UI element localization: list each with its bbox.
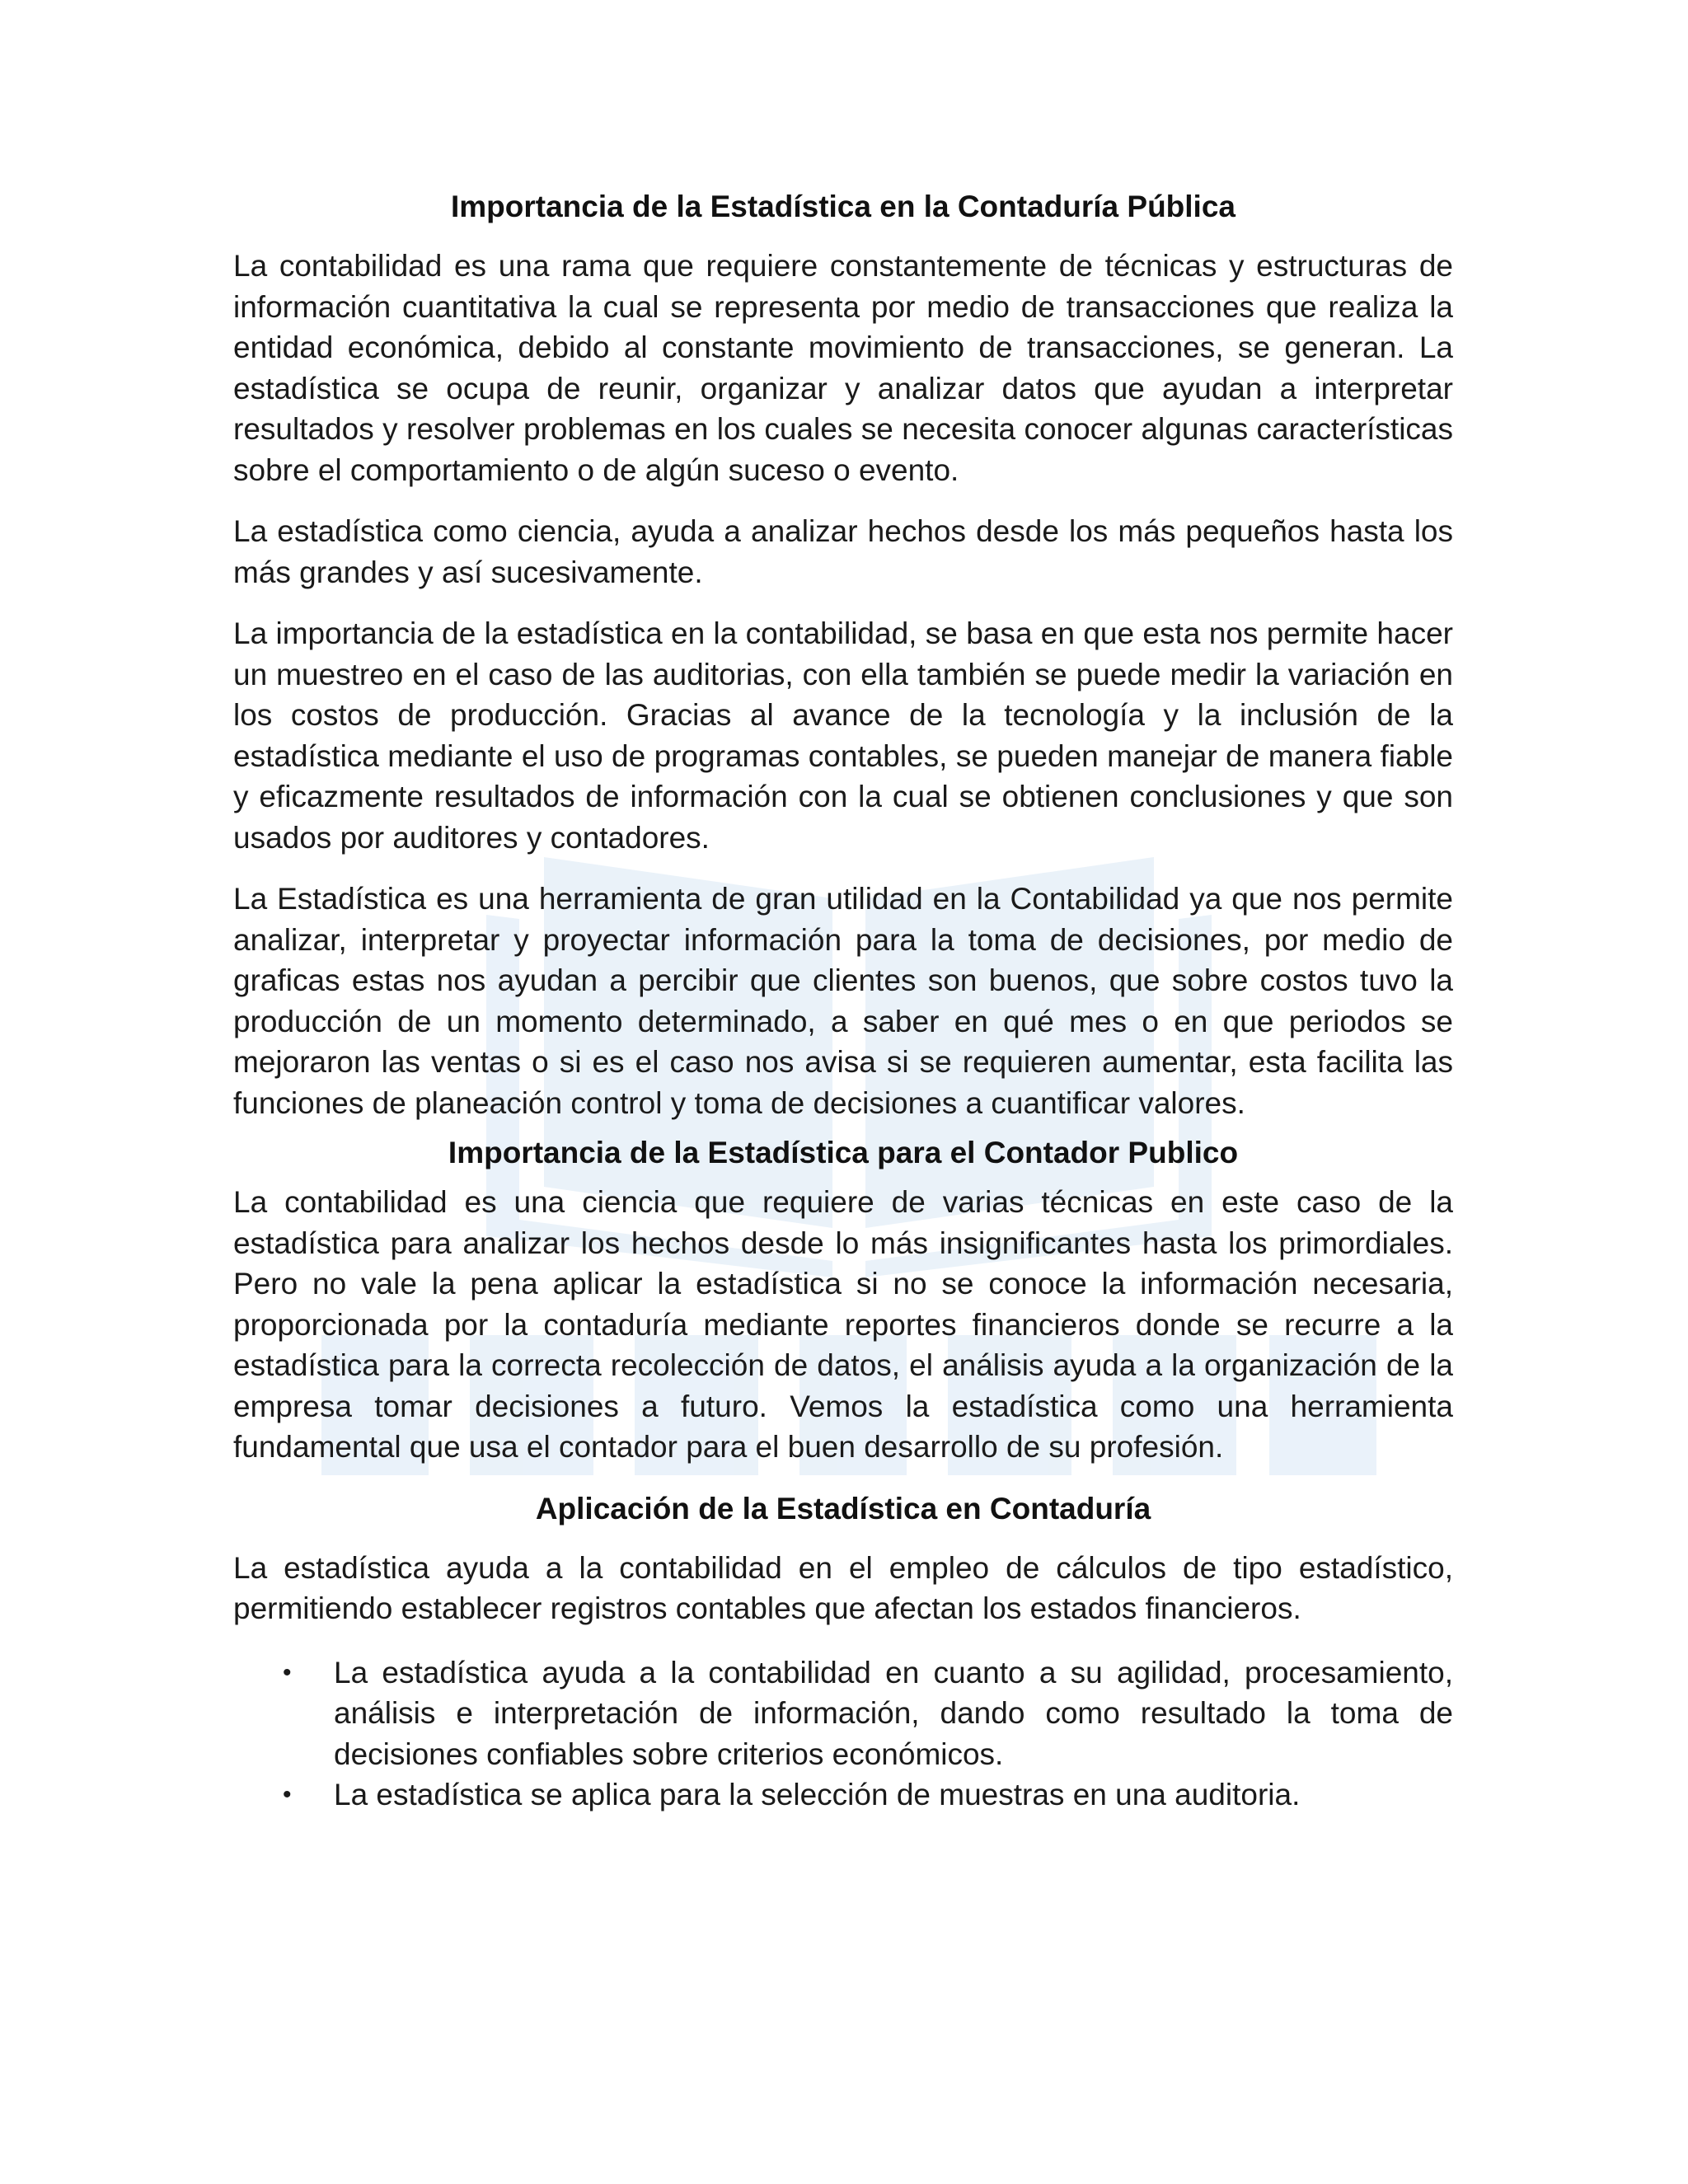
bullet-icon: • bbox=[283, 1658, 292, 1686]
list-item bbox=[233, 1774, 1453, 1816]
section-3-title: Aplicación de la Estadística en Contaduría bbox=[535, 1491, 1151, 1526]
section-1-paragraph-4: La Estadística es una herramienta de gran utilidad en la Contabilidad ya que nos permite analizar, interpretar y proyectar información para la toma de decisiones, por medio de graficas estas nos ayudan a percibir que clientes son buenos, que sobre costos tuvo la producción de un momento determinado, a saber en qué mes o en que periodos se mejoraron las ventas o si es el caso nos avisa si se requieren aumentar, esta facilita las funciones de planeación control y toma de decisiones a cuantificar valores. bbox=[233, 882, 1453, 1120]
section-2-paragraph-1: La contabilidad es una ciencia que requiere de varias técnicas en este caso de la estadística para analizar los hechos desde lo más insignificantes hasta los primordiales. Pero no vale la pena aplicar la estadística si no se conoce la información necesaria, proporcionada por la contaduría mediante reportes financieros donde se recurre a la estadística para la correcta recolección de datos, el análisis ayuda a la organización de la empresa tomar decisiones a futuro. Vemos la estadística como una herramienta fundamental que usa el contador para el buen desarrollo de su profesión. bbox=[233, 1185, 1453, 1464]
bullet-icon: • bbox=[283, 1781, 292, 1808]
list-item bbox=[233, 1652, 1453, 1775]
list-item-text: La estadística ayuda a la contabilidad en cuanto a su agilidad, procesamiento, análisis e interpretación de información, dando como resultado la toma de decisiones confiables sobre criterios económicos. bbox=[334, 1655, 1453, 1771]
section-1-title: Importancia de la Estadística en la Contaduría Pública bbox=[451, 190, 1236, 223]
section-1-paragraph-2: La estadística como ciencia, ayuda a analizar hechos desde los más pequeños hasta los más grandes y así sucesivamente. bbox=[233, 514, 1453, 589]
bullet-list bbox=[233, 1652, 1453, 1816]
section-1-paragraph-3: La importancia de la estadística en la contabilidad, se basa en que esta nos permite hacer un muestreo en el caso de las auditorias, con ella también se puede medir la variación en los costos de producción. Gracias al avance de la tecnología y la inclusión de la estadística mediante el uso de programas contables, se pueden manejar de manera fiable y eficazmente resultados de información con la cual se obtienen conclusiones y que son usados por auditores y contadores. bbox=[233, 616, 1453, 855]
section-1-paragraph-1: La contabilidad es una rama que requiere constantemente de técnicas y estructuras de información cuantitativa la cual se representa por medio de transacciones que realiza la entidad económica, debido al constante movimiento de transacciones, se generan. La estadística se ocupa de reunir, organizar y analizar datos que ayudan a interpretar resultados y resolver problemas en los cuales se necesita conocer algunas características sobre el comportamiento o de algún suceso o evento. bbox=[233, 249, 1453, 487]
section-3-paragraph-1: La estadística ayuda a la contabilidad en el empleo de cálculos de tipo estadístico, permitiendo establecer registros contables que afectan los estados financieros. bbox=[233, 1550, 1453, 1625]
list-item-text: La estadística se aplica para la selección de muestras en una auditoria. bbox=[334, 1778, 1301, 1811]
section-2-title: Importancia de la Estadística para el Contador Publico bbox=[448, 1136, 1239, 1169]
